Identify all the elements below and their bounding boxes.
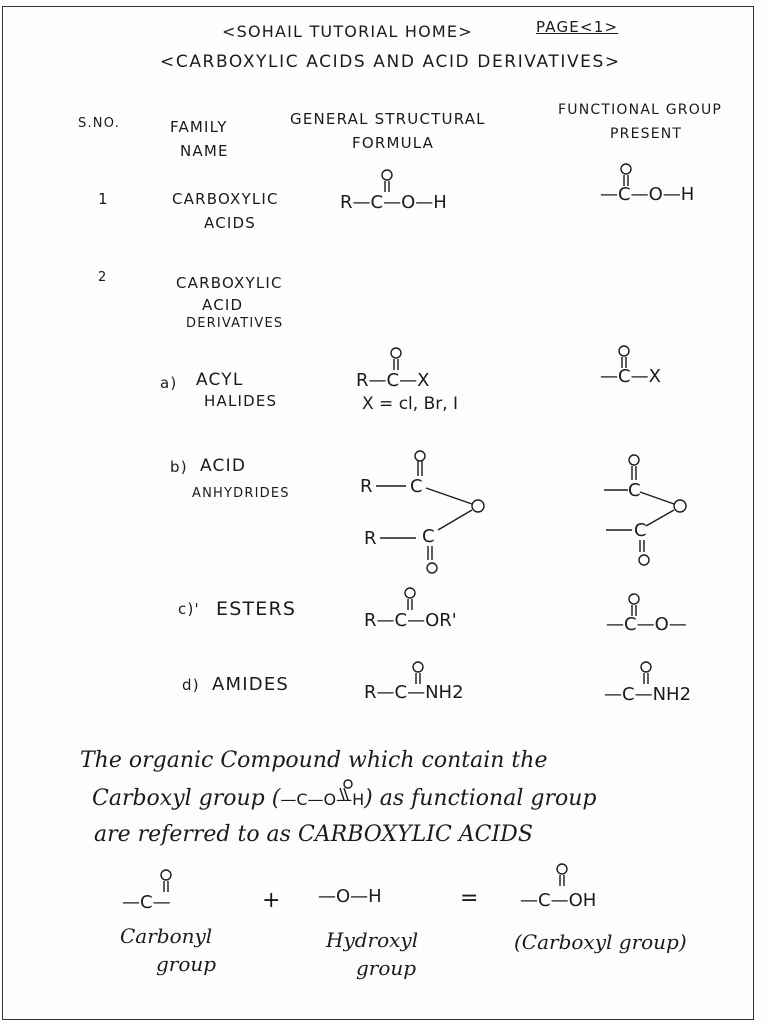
sub-d-label: d) bbox=[182, 676, 200, 694]
carboxyl-formula: —C—OH bbox=[520, 890, 597, 911]
note-line-2-group: —C—O—H bbox=[280, 790, 365, 809]
sub-c-group: —C—O— bbox=[606, 614, 687, 635]
sub-b-name-1: ACID bbox=[200, 456, 247, 476]
col-header-group-2: PRESENT bbox=[610, 126, 683, 142]
sub-a-group: —C—X bbox=[600, 366, 661, 387]
sub-b-label: b) bbox=[170, 458, 188, 476]
row2-number: 2 bbox=[98, 270, 108, 285]
svg-text:C: C bbox=[628, 480, 641, 501]
svg-text:C: C bbox=[634, 520, 647, 541]
carboxyl-label: (Carboxyl group) bbox=[514, 930, 687, 954]
sub-c-label: c)' bbox=[178, 600, 200, 618]
note-line-3: are referred to as CARBOXYLIC ACIDS bbox=[94, 822, 533, 847]
carbonyl-label-2: group bbox=[156, 952, 217, 976]
sub-b-name-2: ANHYDRIDES bbox=[192, 486, 290, 501]
row1-group: —C—O—H bbox=[600, 184, 695, 205]
sub-a-label: a) bbox=[160, 374, 178, 392]
note-line-1: The organic Compound which contain the bbox=[80, 748, 548, 773]
equals-sign: = bbox=[460, 886, 479, 911]
chapter-title: <CARBOXYLIC ACIDS AND ACID DERIVATIVES> bbox=[160, 52, 621, 72]
svg-text:C: C bbox=[410, 476, 423, 497]
hydroxyl-label-2: group bbox=[356, 956, 417, 980]
sub-d-group: —C—NH2 bbox=[604, 684, 692, 705]
sub-c-name: ESTERS bbox=[216, 598, 297, 620]
sub-a-name-2: HALIDES bbox=[204, 392, 278, 410]
row2-name-3: DERIVATIVES bbox=[186, 316, 284, 331]
sub-a-note: X = cl, Br, I bbox=[362, 394, 459, 414]
sub-a-formula: R—C—X bbox=[356, 370, 430, 391]
col-header-formula-2: FORMULA bbox=[352, 134, 435, 152]
sub-b-group-structure bbox=[600, 452, 710, 572]
row2-name-1: CARBOXYLIC bbox=[176, 274, 283, 292]
note-line-2 bbox=[92, 786, 596, 811]
tutorial-title: <SOHAIL TUTORIAL HOME> bbox=[222, 22, 473, 41]
col-header-group-1: FUNCTIONAL GROUP bbox=[558, 102, 723, 118]
svg-text:R: R bbox=[364, 528, 377, 549]
col-header-family-1: FAMILY bbox=[170, 118, 228, 136]
row2-name-2: ACID bbox=[202, 296, 244, 314]
plus-sign: + bbox=[262, 888, 281, 913]
sub-d-name: AMIDES bbox=[212, 674, 290, 695]
col-header-family-2: NAME bbox=[180, 142, 229, 160]
hydroxyl-formula: —O—H bbox=[318, 886, 382, 907]
row1-formula: R—C—O—H bbox=[340, 192, 447, 213]
svg-text:R: R bbox=[360, 476, 373, 497]
carbonyl-label-1: Carbonyl bbox=[120, 924, 213, 948]
row1-name-1: CARBOXYLIC bbox=[172, 190, 279, 208]
sub-a-name-1: ACYL bbox=[196, 370, 244, 390]
sub-d-formula: R—C—NH2 bbox=[364, 682, 464, 703]
carbonyl-formula: —C— bbox=[122, 892, 171, 913]
row1-name-2: ACIDS bbox=[204, 214, 256, 232]
col-header-formula-1: GENERAL STRUCTURAL bbox=[290, 110, 486, 128]
note-line-2-b: ) as functional group bbox=[364, 786, 597, 811]
hydroxyl-label-1: Hydroxyl bbox=[326, 928, 419, 952]
col-header-sno: S.NO. bbox=[78, 116, 120, 131]
note-line-2-a: Carboxyl group ( bbox=[92, 786, 281, 811]
row1-number: 1 bbox=[98, 190, 109, 208]
sub-b-formula-structure bbox=[360, 450, 500, 580]
sub-c-formula: R—C—OR' bbox=[364, 610, 457, 631]
page-label: PAGE<1> bbox=[536, 18, 619, 36]
svg-text:C: C bbox=[422, 526, 435, 547]
